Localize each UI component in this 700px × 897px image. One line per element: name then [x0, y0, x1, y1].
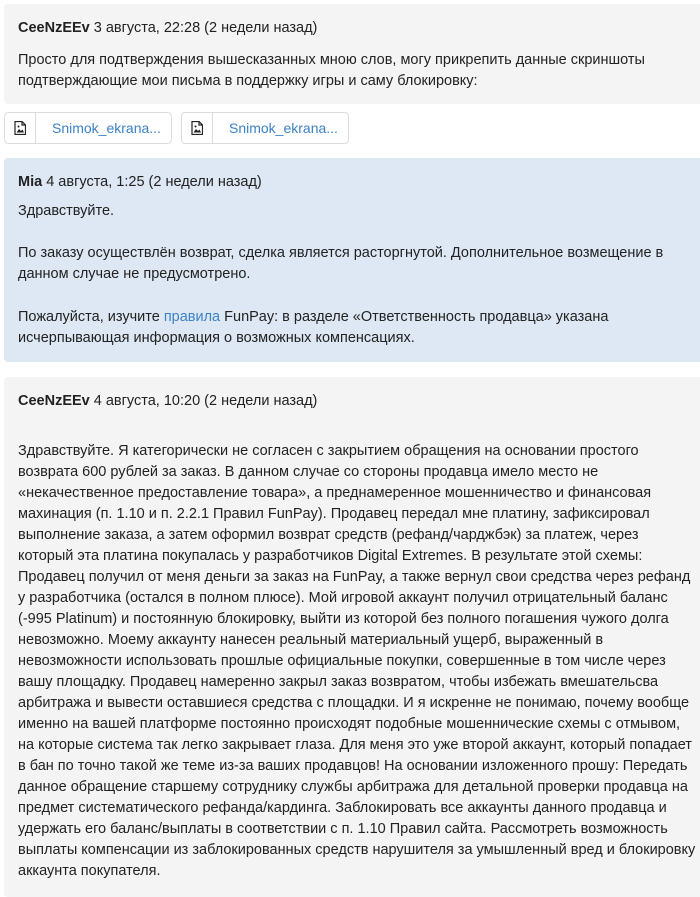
message-paragraph: [18, 307, 688, 349]
message-header: [18, 172, 262, 193]
message-paragraph: Здравствуйте.: [18, 203, 115, 219]
message-header: [18, 391, 317, 412]
message-user: [4, 4, 700, 104]
message-header: [18, 18, 317, 39]
message-date: 3 августа, 22:28 (2 недели назад): [93, 20, 318, 36]
message-paragraph: По заказу осуществлён возврат, сделка является расторгнутой. Дополнительное возмещение в данном случае не предусмотрено.: [18, 245, 664, 282]
message-user: [4, 377, 700, 897]
rules-link[interactable]: правила: [163, 309, 221, 325]
message-date: 4 августа, 10:20 (2 недели назад): [93, 393, 318, 409]
text-segment: Пожалуйста, изучите: [18, 309, 164, 325]
text-segment: FunPay: в разделе «Ответственность продавца» указана исчерпывающая информация о возможных компенсациях.: [18, 309, 609, 346]
message-text: Просто для подтверждения вышесказанных мною слов, могу прикрепить данные скриншоты подтверждающие мои письма в поддержку игры и саму блокировку:: [18, 52, 645, 89]
message-author[interactable]: Mia: [18, 174, 43, 190]
message-date: 4 августа, 1:25 (2 недели назад): [46, 174, 262, 190]
attachment-1[interactable]: [4, 112, 172, 144]
image-file-icon: [5, 113, 36, 143]
image-file-icon: [182, 113, 213, 143]
attachment-2[interactable]: [181, 112, 349, 144]
attachment-name[interactable]: Snimok_ekrana...: [229, 119, 338, 136]
message-author[interactable]: CeeNzEEv: [18, 20, 90, 36]
message-author[interactable]: CeeNzEEv: [18, 393, 90, 409]
attachment-name[interactable]: Snimok_ekrana...: [52, 119, 161, 136]
message-text: Здравствуйте. Я категорически не согласен с закрытием обращения на основании простого возврата 600 рублей за заказ. В данном случае со стороны продавца имело место не «некачественное предоставление товара», а преднамеренное мошенничество и финансовая махинация (п. 1.10 и п. 2.2.1 Правил FunPay). Продавец передал мне платину, зафиксировал выполнение заказа, а затем оформил возврат средств (рефанд/чарджбэк) за платеж, через который эта платина покупалась у разработчиков Digital Extremes. В результате этой схемы: Продавец получил от меня деньги за заказ на FunPay, а также вернул свои средства через рефанд у разработчика (остался в полном плюсе). Мой игровой аккаунт получил отрицательный баланс (-995 Platinum) и постоянную блокировку, выйти из которой без полного погашения чужого долга невозможно. Моему аккаунту нанесен реальный материальный ущерб, выраженный в невозможности использовать прошлые официальные покупки, совершенные в том числе через вашу площадку. Продавец намеренно закрыл заказ возвратом, чтобы избежать вмешательсва арбитража и вывести оставшиеся средства с площадки. И я искренне не понимаю, почему вообще именно на вашей платформе постоянно происходят подобные мошеннические схемы с отмывом, на которые система так легко закрывает глаза. Для меня это уже второй аккаунт, который попадает в бан по точно такой же теме из-за ваших продавцов! На основании изложенного прошу: Передать данное обращение старшему сотруднику службы арбитража для детальной проверки продавца на предмет систематического рефанда/кардинга. Заблокировать все аккаунты данного продавца и удержать его баланс/выплаты в соответствии с п. 1.10 Правил сайта. Рассмотреть возможность выплаты компенсации из заблокированных средств нарушителя за умышленный вред и блокировку аккаунта покупателя.: [18, 443, 696, 879]
message-support: [4, 158, 700, 362]
